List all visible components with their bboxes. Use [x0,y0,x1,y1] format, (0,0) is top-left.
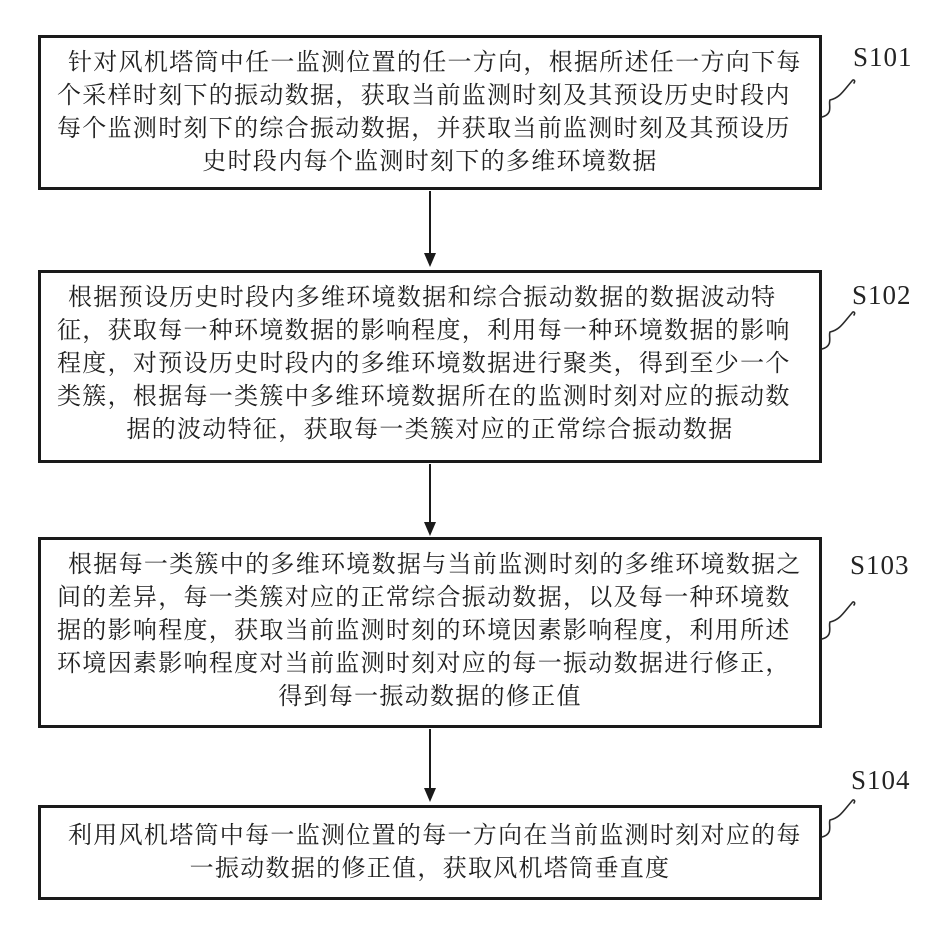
step-text-line: 针对风机塔筒中任一监测位置的任一方向，根据所述任一方向下每 [68,50,802,76]
down-arrow-icon [423,191,437,268]
step-box-s103 [38,537,822,728]
step-label-s104: S104 [851,765,911,795]
step-text-line: 每个监测时刻下的综合振动数据，并获取当前监测时刻及其预设历 [57,116,791,142]
step-label-s101: S101 [853,42,913,72]
step-box-s104 [38,805,822,900]
leader-curve-s102 [818,308,860,352]
step-text-line: 环境因素影响程度对当前监测时刻对应的每一振动数据进行修正， [57,651,791,677]
step-text-line: 程度，对预设历史时段内的多维环境数据进行聚类，得到至少一个 [57,351,791,377]
step-text-s103 [41,540,819,714]
step-text-line: 类簇，根据每一类簇中多维环境数据所在的监测时刻对应的振动数 [57,384,791,410]
step-text-line: 一振动数据的修正值，获取风机塔筒垂直度 [189,856,671,882]
step-text-line: 据的影响程度，获取当前监测时刻的环境因素影响程度，利用所述 [57,618,791,644]
leader-curve-s101 [818,76,860,120]
step-label-s103: S103 [850,550,910,580]
step-text-line: 征，获取每一种环境数据的影响程度，利用每一种环境数据的影响 [57,318,791,344]
step-box-s102 [38,270,822,463]
step-label-s102: S102 [852,280,912,310]
step-text-line: 得到每一振动数据的修正值 [278,684,582,710]
step-text-line: 根据每一类簇中的多维环境数据与当前监测时刻的多维环境数据之 [68,552,802,578]
leader-curve-s103 [818,598,860,642]
step-box-s101 [38,35,822,190]
step-text-line: 史时段内每个监测时刻下的多维环境数据 [202,149,658,175]
down-arrow-icon [423,729,437,803]
leader-curve-s104 [818,796,860,840]
step-text-s101 [41,38,819,179]
down-arrow-icon [423,464,437,537]
step-text-s104 [41,808,819,886]
step-text-line: 个采样时刻下的振动数据，获取当前监测时刻及其预设历史时段内 [57,83,791,109]
step-text-line: 据的波动特征，获取每一类簇对应的正常综合振动数据 [126,417,734,443]
step-text-s102 [41,273,819,447]
step-text-line: 间的差异，每一类簇对应的正常综合振动数据，以及每一种环境数 [57,585,791,611]
step-text-line: 根据预设历史时段内多维环境数据和综合振动数据的数据波动特 [68,285,777,311]
step-text-line: 利用风机塔筒中每一监测位置的每一方向在当前监测时刻对应的每 [68,823,802,849]
